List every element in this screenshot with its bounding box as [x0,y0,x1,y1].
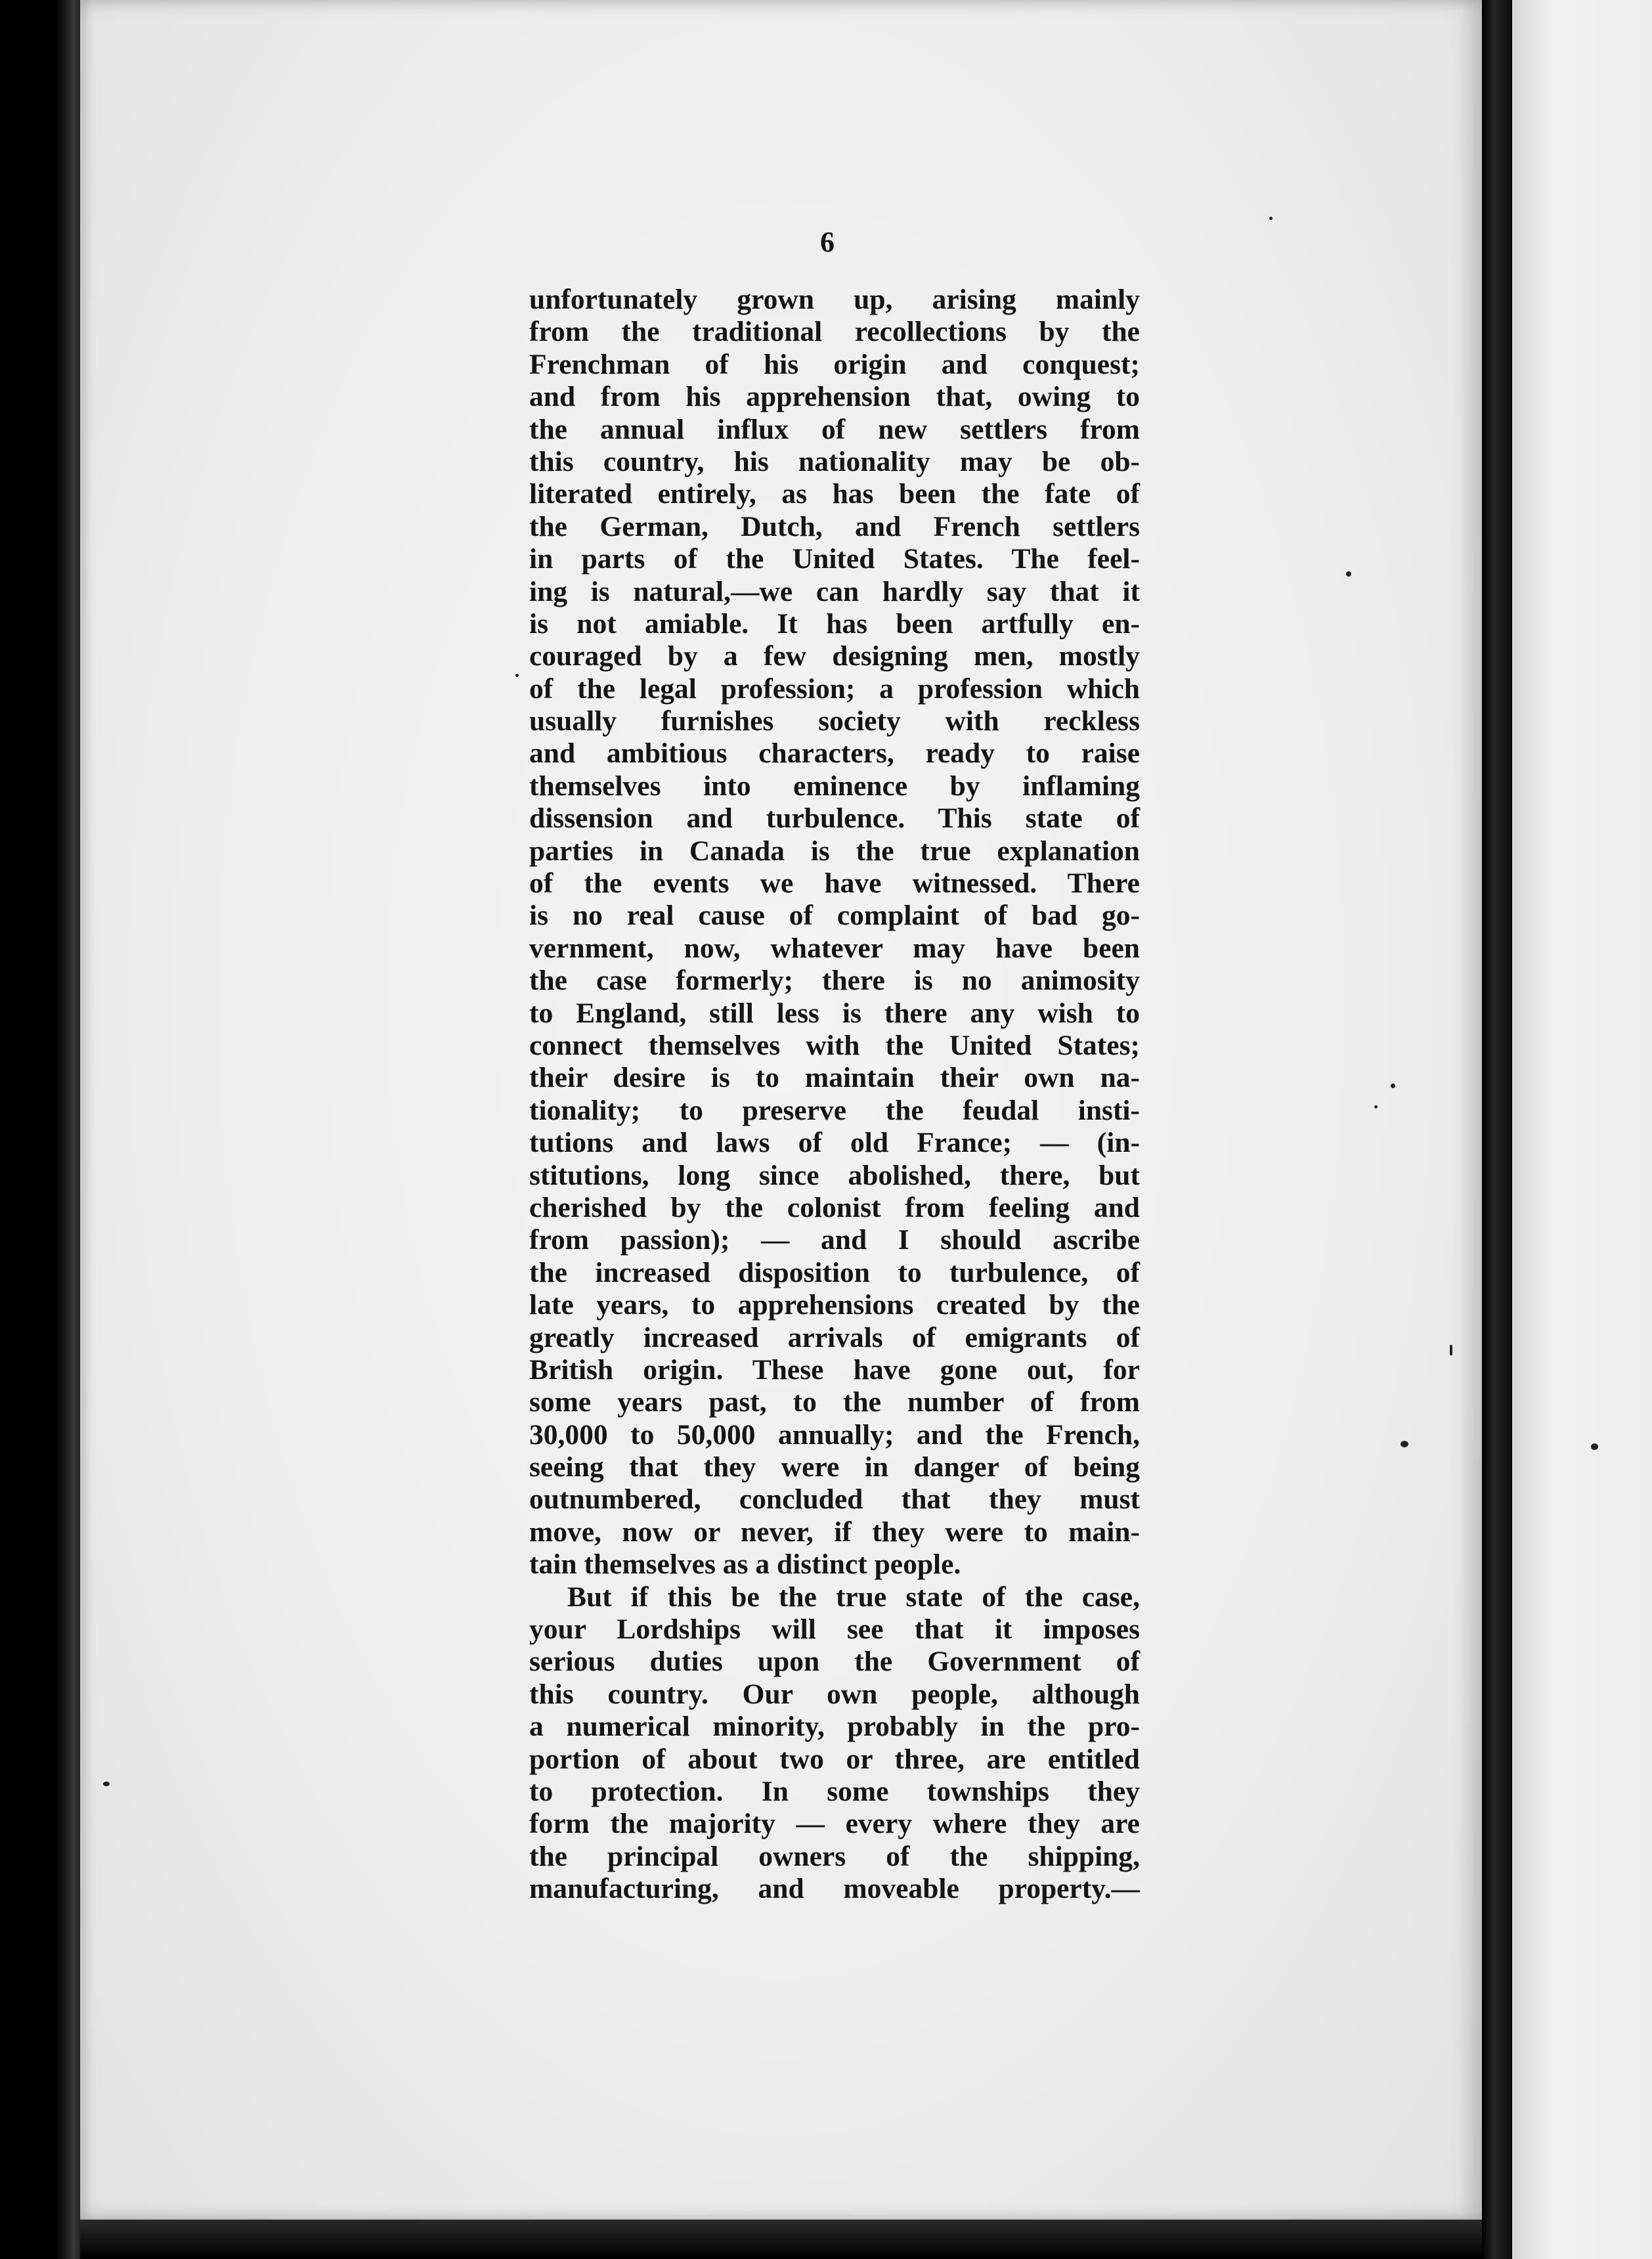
scan-speck [1346,571,1351,577]
scan-speck [1374,1105,1378,1108]
page-bottom-shadow [80,2220,1482,2259]
text-line: and ambitious characters, ready to raise [529,737,1140,770]
text-line: outnumbered, concluded that they must [529,1483,1140,1516]
text-line: tain themselves as a distinct people. [529,1548,961,1581]
scan-speck [1450,1345,1452,1355]
text-line: couraged by a few designing men, mostly [529,640,1140,672]
text-line: the case formerly; there is no animosity [529,965,1140,997]
text-line: form the majority — every where they are [529,1808,1140,1840]
text-line: in parts of the United States. The feel- [529,543,1140,575]
text-line: manufacturing, and moveable property.— [529,1873,1140,1905]
text-line: unfortunately grown up, arising mainly [529,284,1140,315]
text-line: a numerical minority, probably in the pro- [529,1711,1140,1743]
text-line: seeing that they were in danger of being [529,1451,1140,1483]
page-number: 6 [820,226,835,258]
text-line: stitutions, long since abolished, there, but [529,1159,1140,1191]
text-line: late years, to apprehensions created by the [529,1289,1140,1321]
text-line: usually furnishes society with reckless [529,705,1140,737]
text-line: parties in Canada is the true explanation [529,835,1140,867]
scan-speck [515,674,519,677]
body-text [529,284,1140,1906]
text-line: British origin. These have gone out, for [529,1353,1140,1386]
text-line: is no real cause of complaint of bad go- [529,900,1140,932]
text-line: vernment, now, whatever may have been [529,932,1140,964]
scan-speck [1391,1084,1395,1088]
text-line: this country, his nationality may be ob- [529,445,1140,477]
facing-page-edge [1512,0,1652,2259]
text-line: move, now or never, if they were to main- [529,1516,1140,1548]
scan-speck [103,1782,110,1786]
text-line: themselves into eminence by inflaming [529,770,1140,802]
text-line: the annual influx of new settlers from [529,413,1140,445]
text-line: from the traditional recollections by the [529,316,1140,348]
text-line: the increased disposition to turbulence, of [529,1256,1140,1288]
text-line: of the events we have witnessed. There [529,867,1140,900]
text-line: some years past, to the number of from [529,1386,1140,1418]
text-line: cherished by the colonist from feeling and [529,1191,1140,1223]
text-line: 30,000 to 50,000 annually; and the French, [529,1418,1140,1451]
text-line: to protection. In some townships they [529,1775,1140,1807]
text-line: greatly increased arrivals of emigrants of [529,1321,1140,1353]
text-line: connect themselves with the United States; [529,1029,1140,1061]
text-line: serious duties upon the Government of [529,1646,1140,1678]
text-line: your Lordships will see that it imposes [529,1613,1140,1646]
text-line: tutions and laws of old France; — (in- [529,1127,1140,1159]
text-line: dissension and turbulence. This state of [529,802,1140,835]
paragraph-start-line: But if this be the true state of the case, [567,1581,1140,1613]
text-line: literated entirely, as has been the fate of [529,478,1140,510]
text-line: this country. Our own people, although [529,1678,1140,1710]
text-line: of the legal profession; a profession which [529,672,1140,705]
text-line: their desire is to maintain their own na- [529,1062,1140,1094]
text-line: Frenchman of his origin and conquest; [529,348,1140,380]
text-line: to England, still less is there any wish to [529,997,1140,1029]
text-line: tionality; to preserve the feudal insti- [529,1094,1140,1126]
text-line: the principal owners of the shipping, [529,1840,1140,1872]
text-line: from passion); — and I should ascribe [529,1224,1140,1256]
text-line: portion of about two or three, are entitled [529,1743,1140,1775]
scan-speck [1269,217,1272,220]
scan-speck [1401,1441,1408,1447]
text-line: and from his apprehension that, owing to [529,381,1140,413]
text-line: the German, Dutch, and French settlers [529,510,1140,542]
text-line: ing is natural,—we can hardly say that it [529,575,1140,607]
scan-speck [1591,1443,1598,1450]
book-gutter [1482,0,1512,2259]
text-line: is not amiable. It has been artfully en- [529,607,1140,640]
